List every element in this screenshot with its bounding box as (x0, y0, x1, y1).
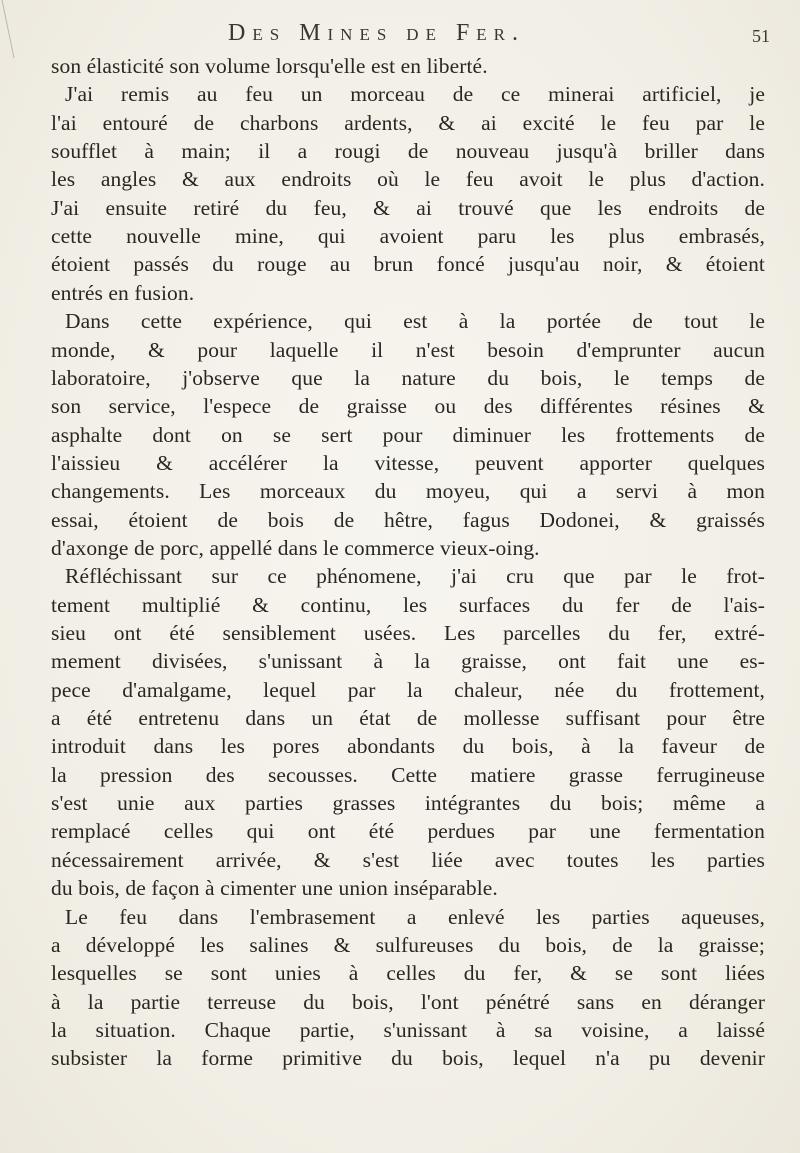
running-title: Des Mines de Fer. (228, 20, 526, 46)
text-line: étoient passés du rouge au brun foncé jusqu'au noir, & étoient (51, 252, 765, 277)
text-line: Dans cette expérience, qui est à la portée de tout le (65, 309, 765, 334)
text-line: lesquelles se sont unies à celles du fer, & se sont liées (51, 961, 765, 986)
text-line: J'ai remis au feu un morceau de ce minerai artificiel, je (65, 82, 765, 107)
text-line: à la partie terreuse du bois, l'ont pénétré sans en déranger (51, 989, 765, 1014)
text-line: Le feu dans l'embrasement a enlevé les parties aqueuses, (65, 904, 765, 929)
text-line: cette nouvelle mine, qui avoient paru les plus embrasés, (51, 224, 765, 249)
text-line: introduit dans les pores abondants du bois, à la faveur de (51, 734, 765, 759)
text-line: tement multiplié & continu, les surfaces du fer de l'ais- (51, 592, 765, 617)
text-line: asphalte dont on se sert pour diminuer les frottements de (51, 422, 765, 447)
text-line: soufflet à main; il a rougi de nouveau jusqu'à briller dans (51, 139, 765, 164)
text-line: nécessairement arrivée, & s'est liée avec toutes les parties (51, 847, 765, 872)
text-line: la pression des secousses. Cette matiere grasse ferrugineuse (51, 762, 765, 787)
page-number: 51 (752, 26, 770, 46)
text-line: remplacé celles qui ont été perdues par une fermentation (51, 819, 765, 844)
text-line: entrés en fusion. (51, 280, 195, 305)
text-line: a développé les salines & sulfureuses du bois, de la graisse; (51, 932, 765, 957)
text-line: laboratoire, j'observe que la nature du bois, le temps de (51, 365, 765, 390)
text-line: J'ai ensuite retiré du feu, & ai trouvé que les endroits de (51, 195, 765, 220)
text-line: a été entretenu dans un état de mollesse suffisant pour être (51, 706, 765, 731)
text-line: sieu ont été sensiblement usées. Les parcelles du fer, extré- (51, 621, 765, 645)
text-line: subsister la forme primitive du bois, lequel n'a pu devenir (51, 1046, 765, 1071)
text-line: l'ai entouré de charbons ardents, & ai excité le feu par le (51, 110, 765, 135)
text-line: Réfléchissant sur ce phénomene, j'ai cru que par le frot- (65, 564, 765, 589)
text-line: s'est unie aux parties grasses intégrantes du bois; même a (51, 791, 765, 816)
text-line: monde, & pour laquelle il n'est besoin d'emprunter aucun (51, 337, 765, 362)
text-line: la situation. Chaque partie, s'unissant à sa voisine, a laissé (51, 1017, 765, 1042)
text-line: changements. Les morceaux du moyeu, qui a servi à mon (51, 479, 765, 504)
text-line: son élasticité son volume lorsqu'elle est en liberté. (51, 54, 488, 78)
text-line: les angles & aux endroits où le feu avoit le plus d'action. (51, 167, 765, 192)
text-line: son service, l'espece de graisse ou des différentes résines & (51, 394, 765, 419)
text-line: pece d'amalgame, lequel par la chaleur, née du frottement, (51, 677, 765, 702)
text-line: l'aissieu & accélérer la vitesse, peuvent apporter quelques (51, 450, 765, 475)
text-line: essai, étoient de bois de hêtre, fagus Dodonei, & graissés (51, 507, 765, 532)
text-line: du bois, de façon à cimenter une union inséparable. (51, 876, 498, 901)
text-line: d'axonge de porc, appellé dans le commerce vieux-oing. (51, 535, 540, 560)
text-line: mement divisées, s'unissant à la graisse, ont fait une es- (51, 649, 765, 674)
